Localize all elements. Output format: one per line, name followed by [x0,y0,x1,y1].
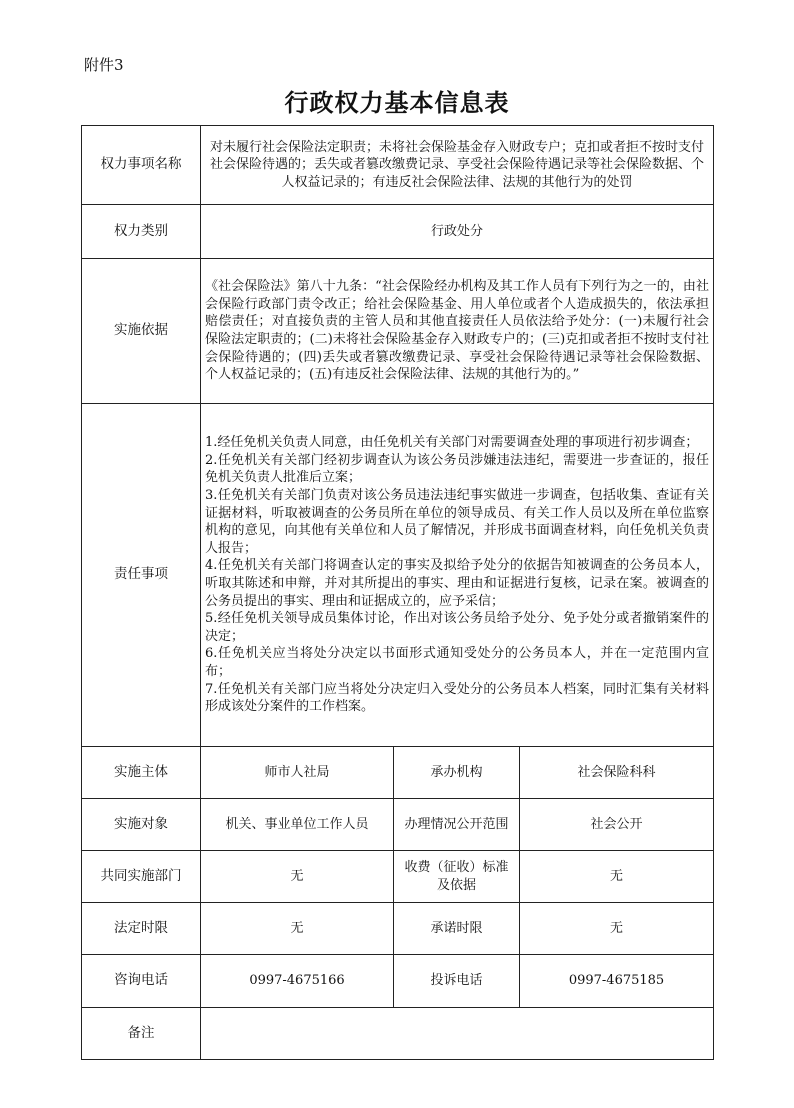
row-basis [82,259,714,404]
responsibility-item: 6.任免机关应当将处分决定以书面形式通知受处分的公务员本人，并在一定范围内宣布； [205,646,710,679]
responsibility-item: 5.经任免机关领导成员集体讨论，作出对该公务员给予处分、免予处分或者撤销案件的决定； [205,611,710,644]
info-table [81,125,714,1060]
remark-label: 备注 [82,1008,201,1060]
deadline-value: 无 [201,903,394,955]
joint-value: 无 [201,851,394,903]
subject-value: 师市人社局 [201,747,394,799]
remark-value [201,1008,714,1060]
responsibility-item: 1.经任免机关负责人同意，由任免机关有关部门对需要调查处理的事项进行初步调查； [205,435,699,451]
complaint-phone-label: 投诉电话 [394,955,520,1008]
promise-label: 承诺时限 [394,903,520,955]
row-power-item [82,126,714,205]
power-item-value: 对未履行社会保险法定职责；未将社会保险基金存入财政专户；克扣或者拒不按时支付社会保险待遇的；丢失或者篡改缴费记录、享受社会保险待遇记录等社会保险数据、个人权益记录的；有违反社会保险法律、法规的其他行为的处罚 [201,126,714,205]
responsibility-item: 7.任免机关有关部门应当将处分决定归入受处分的公务员本人档案，同时汇集有关材料形成该处分案件的工作档案。 [205,681,710,715]
joint-label: 共同实施部门 [82,851,201,903]
deadline-label: 法定时限 [82,903,201,955]
document-title: 行政权力基本信息表 [284,88,510,117]
row-joint [82,851,714,903]
row-power-type [82,205,714,259]
subject-label: 实施主体 [82,747,201,799]
disclosure-label: 办理情况公开范围 [394,799,520,851]
object-label: 实施对象 [82,799,201,851]
responsibility-label: 责任事项 [82,404,201,747]
row-phone [82,955,714,1008]
consult-phone-label: 咨询电话 [82,955,201,1008]
object-value: 机关、事业单位工作人员 [201,799,394,851]
row-deadline [82,903,714,955]
responsibility-list [201,404,714,747]
basis-label: 实施依据 [82,259,201,404]
agency-value: 社会保险科科 [520,747,714,799]
power-type-label: 权力类别 [82,205,201,259]
row-remark [82,1008,714,1060]
row-responsibility [82,404,714,747]
fee-label: 收费（征收）标准及依据 [394,851,520,903]
promise-value: 无 [520,903,714,955]
disclosure-value: 社会公开 [520,799,714,851]
row-subject [82,747,714,799]
responsibility-item: 3.任免机关有关部门负责对该公务员违法违纪事实做进一步调查，包括收集、查证有关证据材料，听取被调查的公务员所在单位的领导成员、有关工作人员以及所在单位监察机构的意见，向其他有关单位和人员了解情况，并形成书面调查材料，向任免机关负责人报告； [205,488,710,556]
fee-value: 无 [520,851,714,903]
responsibility-item: 2.任免机关有关部门经初步调查认为该公务员涉嫌违法违纪，需要进一步查证的，报任免机关负责人批准后立案； [205,452,710,486]
consult-phone-value: 0997-4675166 [201,955,394,1008]
basis-value: 《社会保险法》第八十九条：“社会保险经办机构及其工作人员有下列行为之一的，由社会保险行政部门责令改正；给社会保险基金、用人单位或者个人造成损失的，依法承担赔偿责任；对直接负责的主管人员和其他直接责任人员依法给予处分：(一)未履行社会保险法定职责的；(二)未将社会保险基金存入财政专户的；(三)克扣或者拒不按时支付社会保险待遇的；(四)丢失或者篡改缴费记录、享受社会保险待遇记录等社会保险数据、个人权益记录的；(五)有违反社会保险法律、法规的其他行为的。” [201,259,714,404]
attachment-label: 附件3 [84,56,124,74]
agency-label: 承办机构 [394,747,520,799]
power-type-value: 行政处分 [201,205,714,259]
power-item-label: 权力事项名称 [82,126,201,205]
row-object [82,799,714,851]
complaint-phone-value: 0997-4675185 [520,955,714,1008]
responsibility-item: 4.任免机关有关部门将调查认定的事实及拟给予处分的依据告知被调查的公务员本人，听取其陈述和申辩，并对其所提出的事实、理由和证据进行复核，记录在案。被调查的公务员提出的事实、理由和证据成立的，应予采信； [205,558,710,609]
